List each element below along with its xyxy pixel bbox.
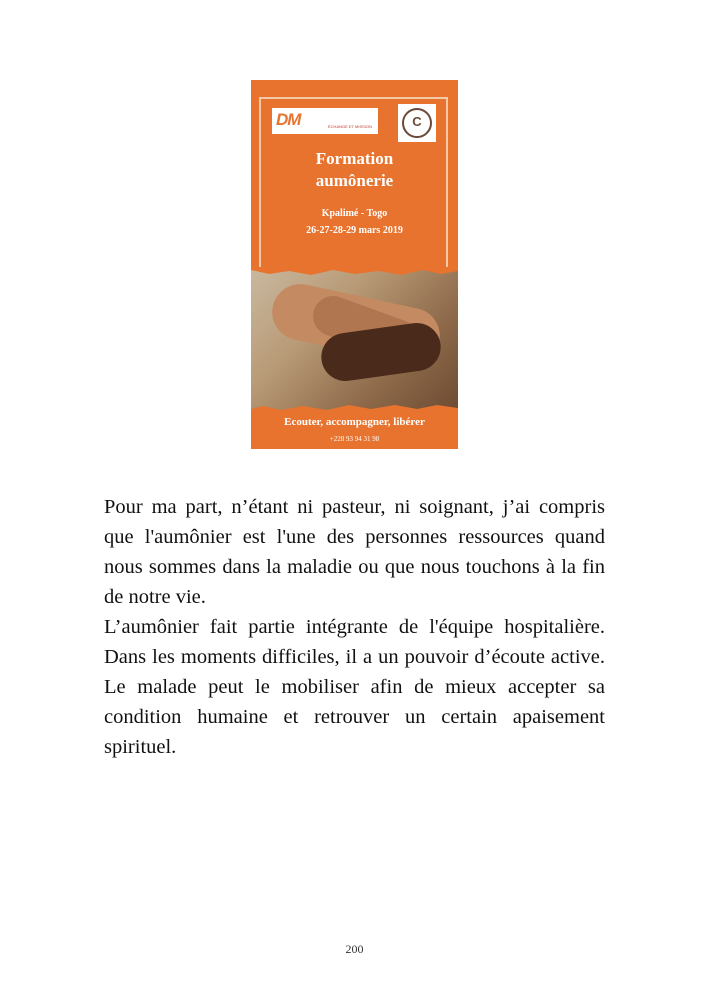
seal-ring-icon xyxy=(402,108,432,138)
holding-hands-photo xyxy=(251,268,458,412)
poster-phone: +228 93 94 31 98 xyxy=(329,435,380,443)
torn-edge-bottom xyxy=(251,403,458,413)
body-text xyxy=(104,492,605,762)
poster-location: Kpalimé - Togo xyxy=(321,208,388,219)
paragraph: Pour ma part, n’étant ni pasteur, ni soignant, j’ai compris que l'aumônier est l'une des personnes ressources quand nous sommes dans la maladie ou que nous touchons à la fin de notre vie. xyxy=(104,496,605,608)
dm-logo-text: DM xyxy=(276,110,301,129)
seal-logo xyxy=(398,104,436,142)
poster-title-line2: aumônerie xyxy=(315,171,394,190)
torn-edge-top xyxy=(251,267,458,277)
poster-dates: 26-27-28-29 mars 2019 xyxy=(306,225,403,236)
paragraph: L’aumônier fait partie intégrante de l'équipe hospitalière. Dans les moments difficiles, il a un pouvoir d’écoute active. Le malade peut le mobiliser afin de mieux accepter sa condition humaine et retrouver un certain apaisement spirituel. xyxy=(104,616,605,758)
dm-logo xyxy=(272,108,378,134)
poster-slogan: Ecouter, accompagner, libérer xyxy=(284,416,425,428)
seal-logo-letter: C xyxy=(412,114,422,129)
poster-title-line1: Formation xyxy=(315,149,394,168)
formation-poster xyxy=(251,80,458,449)
page-number: 200 xyxy=(345,942,364,956)
dm-logo-tagline: ÉCHANGE ET MISSION xyxy=(328,124,372,129)
